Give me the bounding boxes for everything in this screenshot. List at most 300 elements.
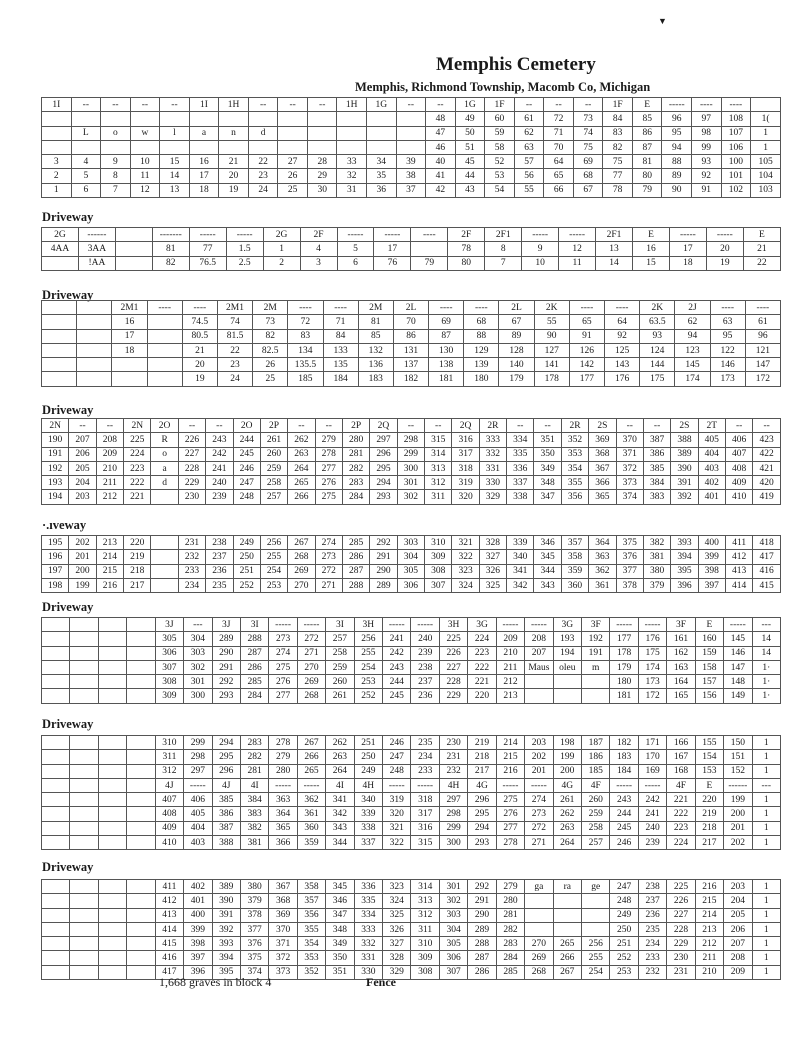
- grave-cell: 252: [610, 951, 638, 965]
- grave-cell: 230: [667, 951, 695, 965]
- grave-cell: 276: [496, 807, 524, 821]
- grave-cell: 19: [219, 183, 249, 197]
- table-row: [42, 476, 781, 490]
- grave-cell: 226: [667, 894, 695, 908]
- grave-cell: 3I: [326, 618, 354, 632]
- grave-cell: [98, 750, 126, 764]
- grave-cell: 101: [721, 169, 751, 183]
- grave-cell: 82: [603, 140, 633, 154]
- grave-cell: 292: [212, 675, 240, 689]
- grave-cell: 277: [315, 461, 342, 475]
- grave-cell: ----: [182, 301, 217, 315]
- grave-cell: 77: [189, 242, 226, 256]
- grave-cell: 310: [425, 536, 452, 550]
- grave-cell: 323: [383, 880, 411, 894]
- grave-cell: 2K: [640, 301, 675, 315]
- grave-cell: [248, 112, 278, 126]
- grave-cell: 354: [561, 461, 588, 475]
- grave-cell: [189, 112, 219, 126]
- grave-cell: 63.5: [640, 315, 675, 329]
- grave-cell: 1: [751, 140, 781, 154]
- grave-cell: 179: [610, 660, 638, 674]
- grave-cell: 328: [479, 536, 506, 550]
- grave-cell: 262: [553, 807, 581, 821]
- grave-cell: [130, 112, 160, 126]
- grave-cell: 318: [452, 461, 479, 475]
- grave-cell: 57: [514, 155, 544, 169]
- grave-cell: 77: [603, 169, 633, 183]
- grave-cell: [219, 140, 249, 154]
- grave-cell: 249: [610, 908, 638, 922]
- grave-cell: 2K: [534, 301, 569, 315]
- grave-cell: [98, 793, 126, 807]
- grave-cell: 278: [269, 736, 297, 750]
- grave-cell: 304: [439, 922, 467, 936]
- grave-cell: 251: [610, 937, 638, 951]
- grave-cell: !AA: [78, 256, 115, 270]
- grave-cell: 308: [425, 564, 452, 578]
- grave-cell: 14: [752, 632, 780, 646]
- grave-cell: [42, 951, 70, 965]
- table-row: [42, 821, 781, 835]
- grave-cell: 387: [212, 821, 240, 835]
- table-row: [42, 675, 781, 689]
- grave-cell: 336: [354, 880, 382, 894]
- grave-cell: 63: [710, 315, 745, 329]
- grave-cell: [70, 922, 98, 936]
- grave-cell: [70, 646, 98, 660]
- grave-cell: 3F: [667, 618, 695, 632]
- grave-cell: 351: [326, 965, 354, 979]
- grave-cell: 374: [240, 965, 268, 979]
- grave-cell: 415: [753, 578, 781, 592]
- grave-cell: 218: [124, 564, 151, 578]
- grave-cell: 391: [212, 908, 240, 922]
- table-row: [42, 778, 781, 792]
- grave-cell: 2F: [448, 228, 485, 242]
- grave-cell: 16: [112, 315, 147, 329]
- grave-cell: 193: [42, 476, 69, 490]
- grave-cell: 107: [721, 126, 751, 140]
- grave-cell: 2R: [561, 419, 588, 433]
- grave-cell: 164: [667, 675, 695, 689]
- grave-cell: ga: [525, 880, 553, 894]
- grave-cell: 303: [397, 536, 424, 550]
- grave-cell: 285: [342, 536, 369, 550]
- grave-cell: 135: [323, 358, 358, 372]
- grave-cell: 2S: [589, 419, 616, 433]
- grave-cell: 263: [288, 447, 315, 461]
- grave-cell: --: [315, 419, 342, 433]
- grave-cell: 228: [667, 922, 695, 936]
- table-row: [42, 155, 781, 169]
- grave-cell: 223: [124, 461, 151, 475]
- grave-cell: 422: [753, 447, 781, 461]
- grave-cell: 340: [354, 793, 382, 807]
- grave-cell: 357: [297, 894, 325, 908]
- grave-cell: 382: [240, 821, 268, 835]
- grave-cell: 2L: [499, 301, 534, 315]
- grave-cell: [42, 764, 70, 778]
- grave-cell: 125: [605, 343, 640, 357]
- table-row: [42, 461, 781, 475]
- grave-cell: 133: [323, 343, 358, 357]
- grave-cell: 342: [326, 807, 354, 821]
- grave-cell: [151, 564, 178, 578]
- grave-cell: 223: [667, 821, 695, 835]
- grave-cell: 325: [479, 578, 506, 592]
- grave-cell: 121: [745, 343, 780, 357]
- grave-cell: 162: [667, 646, 695, 660]
- grave-cell: 105: [751, 155, 781, 169]
- grave-cell: 56: [514, 169, 544, 183]
- grave-cell: 91: [692, 183, 722, 197]
- grave-cell: -----: [297, 618, 325, 632]
- grave-cell: 369: [269, 908, 297, 922]
- grave-cell: [396, 126, 426, 140]
- grave-cell: 98: [692, 126, 722, 140]
- grave-cell: 290: [212, 646, 240, 660]
- grave-cell: 292: [370, 536, 397, 550]
- plot-table: [41, 300, 781, 387]
- grave-cell: [98, 894, 126, 908]
- grave-cell: 330: [354, 965, 382, 979]
- grave-cell: 347: [326, 908, 354, 922]
- grave-cell: 1G: [455, 98, 485, 112]
- grave-cell: 396: [671, 578, 698, 592]
- grave-cell: [42, 937, 70, 951]
- grave-cell: [98, 922, 126, 936]
- table-row: [42, 564, 781, 578]
- grave-cell: 192: [582, 632, 610, 646]
- grave-cell: 128: [499, 343, 534, 357]
- grave-cell: --: [248, 98, 278, 112]
- grave-cell: 341: [507, 564, 534, 578]
- grave-cell: ra: [553, 880, 581, 894]
- grave-cell: 222: [468, 660, 496, 674]
- grave-cell: 29: [307, 169, 337, 183]
- grave-cell: 334: [507, 433, 534, 447]
- grave-cell: 227: [667, 908, 695, 922]
- grave-cell: [70, 894, 98, 908]
- table-row: [42, 242, 781, 256]
- grave-cell: 185: [582, 764, 610, 778]
- grave-cell: 297: [370, 433, 397, 447]
- grave-cell: 377: [240, 922, 268, 936]
- grave-cell: 203: [724, 880, 752, 894]
- grave-cell: 291: [468, 894, 496, 908]
- grave-cell: 306: [397, 578, 424, 592]
- grave-cell: 326: [383, 922, 411, 936]
- grave-cell: 417: [753, 550, 781, 564]
- grave-cell: 248: [233, 490, 260, 504]
- table-row: [42, 965, 781, 979]
- grave-cell: [42, 301, 77, 315]
- grave-cell: 310: [155, 736, 183, 750]
- grave-cell: 307: [439, 965, 467, 979]
- grave-cell: 403: [698, 461, 725, 475]
- grave-cell: 2M1: [112, 301, 147, 315]
- grave-cell: 225: [439, 632, 467, 646]
- grave-cell: 3F: [582, 618, 610, 632]
- grave-cell: 268: [288, 550, 315, 564]
- grave-cell: 1.5: [226, 242, 263, 256]
- grave-cell: 234: [638, 937, 666, 951]
- grave-cell: [553, 922, 581, 936]
- grave-cell: 100: [721, 155, 751, 169]
- grave-cell: --: [507, 419, 534, 433]
- grave-cell: 20: [182, 358, 217, 372]
- grave-cell: 1F: [485, 98, 515, 112]
- grave-cell: 395: [671, 564, 698, 578]
- grave-cell: 321: [383, 821, 411, 835]
- grave-cell: 350: [534, 447, 561, 461]
- grave-cell: [42, 358, 77, 372]
- grave-cell: 199: [724, 793, 752, 807]
- fence-label: Fence: [366, 975, 396, 989]
- grave-cell: 241: [638, 807, 666, 821]
- grave-cell: 93: [640, 329, 675, 343]
- driveway-label: Driveway: [42, 600, 94, 614]
- grave-cell: [127, 937, 155, 951]
- grave-cell: 398: [698, 564, 725, 578]
- grave-cell: 315: [425, 433, 452, 447]
- grave-cell: 202: [724, 836, 752, 850]
- grave-cell: 13: [160, 183, 190, 197]
- grave-cell: 3AA: [78, 242, 115, 256]
- grave-cell: 264: [288, 461, 315, 475]
- grave-cell: 298: [397, 433, 424, 447]
- grave-cell: 404: [698, 447, 725, 461]
- grave-cell: 319: [383, 793, 411, 807]
- grave-cell: ------: [78, 228, 115, 242]
- grave-cell: --: [101, 98, 131, 112]
- grave-cell: 308: [411, 965, 439, 979]
- grave-cell: 316: [452, 433, 479, 447]
- grave-cell: 39: [396, 155, 426, 169]
- grave-cell: 214: [496, 736, 524, 750]
- grave-cell: n: [219, 126, 249, 140]
- grave-cell: 158: [695, 660, 723, 674]
- table-row: [42, 908, 781, 922]
- plot-table: [41, 535, 781, 593]
- grave-cell: 399: [698, 550, 725, 564]
- table-row: [42, 660, 781, 674]
- grave-cell: 279: [315, 433, 342, 447]
- grave-cell: 213: [496, 689, 524, 703]
- grave-cell: 95: [662, 126, 692, 140]
- grave-cell: 1H: [337, 98, 367, 112]
- grave-cell: 378: [616, 578, 643, 592]
- grave-cell: [42, 112, 72, 126]
- grave-cell: [98, 836, 126, 850]
- grave-cell: 122: [710, 343, 745, 357]
- grave-cell: 411: [725, 536, 752, 550]
- grave-cell: [127, 836, 155, 850]
- grave-cell: 144: [640, 358, 675, 372]
- grave-cell: 149: [724, 689, 752, 703]
- grave-cell: 402: [698, 476, 725, 490]
- grave-cell: 23: [248, 169, 278, 183]
- grave-cell: 102: [721, 183, 751, 197]
- table-row: [42, 169, 781, 183]
- grave-cell: 210: [96, 461, 123, 475]
- grave-cell: 2F1: [596, 228, 633, 242]
- grave-cell: 52: [485, 155, 515, 169]
- grave-cell: a: [151, 461, 178, 475]
- grave-cell: 271: [315, 578, 342, 592]
- grave-cell: [71, 112, 101, 126]
- grave-cell: [77, 301, 112, 315]
- grave-cell: 97: [692, 112, 722, 126]
- grave-cell: 373: [269, 965, 297, 979]
- grave-cell: 228: [439, 675, 467, 689]
- grave-cell: 291: [212, 660, 240, 674]
- grave-cell: 157: [695, 675, 723, 689]
- grave-cell: 256: [354, 632, 382, 646]
- grave-cell: E: [695, 618, 723, 632]
- table-row: [42, 343, 781, 357]
- grave-cell: 341: [326, 793, 354, 807]
- grave-cell: 297: [184, 764, 212, 778]
- grave-cell: 204: [69, 476, 96, 490]
- grave-cell: 243: [206, 433, 233, 447]
- grave-cell: 232: [638, 965, 666, 979]
- grave-cell: [525, 675, 553, 689]
- grave-cell: 2M1: [217, 301, 252, 315]
- grave-cell: 409: [155, 821, 183, 835]
- grave-cell: 283: [240, 736, 268, 750]
- grave-cell: 239: [206, 490, 233, 504]
- grave-cell: 78: [448, 242, 485, 256]
- grave-cell: 81: [358, 315, 393, 329]
- grave-cell: 201: [69, 550, 96, 564]
- grave-cell: 80: [448, 256, 485, 270]
- grave-cell: 2O: [233, 419, 260, 433]
- grave-cell: [42, 750, 70, 764]
- grave-cell: 339: [507, 536, 534, 550]
- grave-cell: -----: [662, 98, 692, 112]
- grave-cell: -----: [374, 228, 411, 242]
- grave-cell: --: [616, 419, 643, 433]
- grave-cell: 41: [426, 169, 456, 183]
- grave-cell: 267: [297, 736, 325, 750]
- grave-cell: 260: [260, 447, 287, 461]
- grave-cell: -----: [411, 778, 439, 792]
- grave-cell: 217: [695, 836, 723, 850]
- grave-cell: 335: [354, 894, 382, 908]
- grave-cell: [70, 793, 98, 807]
- table-row: [42, 736, 781, 750]
- grave-cell: 43: [455, 183, 485, 197]
- grave-cell: 69: [573, 155, 603, 169]
- grave-cell: 1: [752, 908, 780, 922]
- table-row: [42, 951, 781, 965]
- grave-cell: 79: [411, 256, 448, 270]
- grave-cell: 9: [101, 155, 131, 169]
- grave-cell: 288: [342, 578, 369, 592]
- grave-cell: 80.5: [182, 329, 217, 343]
- grave-cell: 103: [751, 183, 781, 197]
- grave-cell: 329: [383, 965, 411, 979]
- grave-cell: L: [71, 126, 101, 140]
- grave-cell: [70, 965, 98, 979]
- grave-cell: 61: [514, 112, 544, 126]
- grave-cell: [127, 821, 155, 835]
- grave-cell: 185: [288, 372, 323, 386]
- grave-cell: 203: [69, 490, 96, 504]
- grave-cell: 2T: [698, 419, 725, 433]
- grave-cell: 263: [553, 821, 581, 835]
- grave-cell: 197: [42, 564, 69, 578]
- grave-cell: [98, 880, 126, 894]
- grave-cell: 385: [212, 793, 240, 807]
- grave-cell: 153: [695, 764, 723, 778]
- grave-cell: [367, 140, 397, 154]
- grave-cell: [98, 937, 126, 951]
- grave-cell: 27: [278, 155, 308, 169]
- grave-cell: 21: [182, 343, 217, 357]
- grave-cell: 263: [326, 750, 354, 764]
- grave-cell: 378: [240, 908, 268, 922]
- driveway-label: Driveway: [42, 860, 94, 874]
- grave-cell: -----: [337, 228, 374, 242]
- grave-cell: 395: [212, 965, 240, 979]
- grave-cell: 267: [553, 965, 581, 979]
- grave-cell: 253: [354, 675, 382, 689]
- grave-cell: 218: [695, 821, 723, 835]
- grave-cell: 9: [522, 242, 559, 256]
- grave-cell: 376: [616, 550, 643, 564]
- grave-cell: 211: [496, 660, 524, 674]
- grave-cell: 396: [184, 965, 212, 979]
- grave-cell: 155: [695, 736, 723, 750]
- grave-cell: 245: [383, 689, 411, 703]
- grave-cell: 285: [240, 675, 268, 689]
- grave-cell: [98, 675, 126, 689]
- grave-cell: 343: [534, 578, 561, 592]
- grave-cell: [396, 140, 426, 154]
- grave-cell: [98, 632, 126, 646]
- grave-cell: ---: [184, 618, 212, 632]
- grave-cell: 322: [452, 550, 479, 564]
- grave-cell: 363: [589, 550, 616, 564]
- grave-cell: 182: [610, 736, 638, 750]
- grave-cell: 333: [354, 922, 382, 936]
- grave-cell: 174: [638, 660, 666, 674]
- grave-cell: 70: [544, 140, 574, 154]
- grave-cell: [42, 807, 70, 821]
- grave-cell: 336: [507, 461, 534, 475]
- grave-cell: 21: [219, 155, 249, 169]
- grave-cell: 352: [561, 433, 588, 447]
- grave-cell: 273: [525, 807, 553, 821]
- grave-cell: 417: [155, 965, 183, 979]
- grave-cell: a: [189, 126, 219, 140]
- grave-cell: 265: [288, 476, 315, 490]
- grave-cell: 4G: [468, 778, 496, 792]
- grave-cell: ----: [569, 301, 604, 315]
- grave-cell: 327: [383, 937, 411, 951]
- grave-cell: l: [160, 126, 190, 140]
- grave-cell: 301: [184, 675, 212, 689]
- grave-cell: 390: [671, 461, 698, 475]
- grave-cell: 334: [354, 908, 382, 922]
- grave-cell: [147, 315, 182, 329]
- grave-cell: 208: [525, 632, 553, 646]
- grave-cell: 131: [393, 343, 428, 357]
- grave-cell: 240: [411, 632, 439, 646]
